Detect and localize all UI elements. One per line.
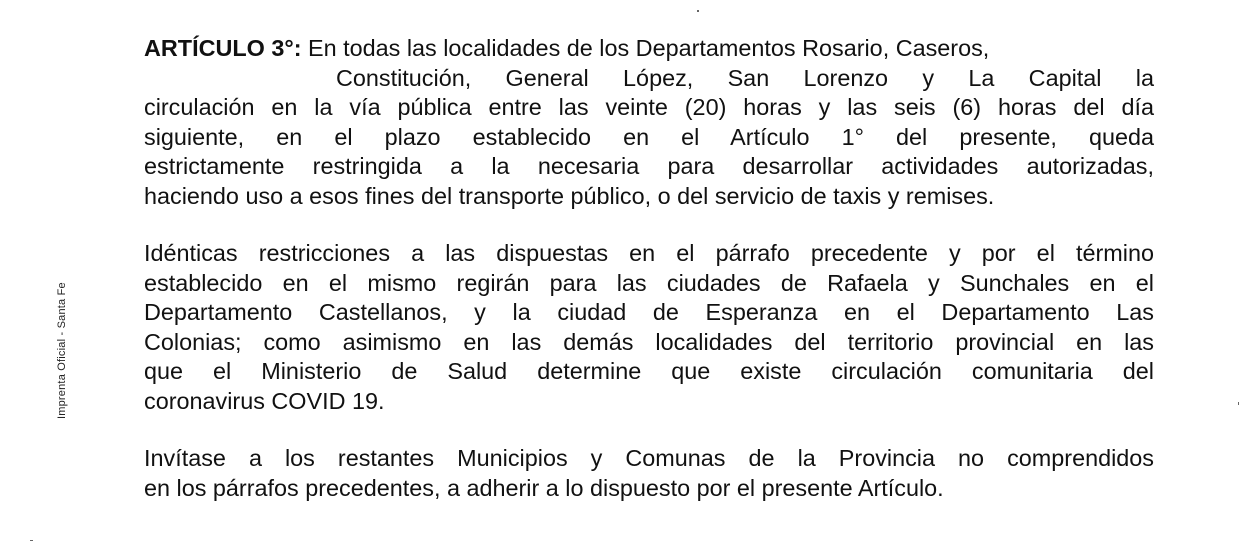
paragraph-line: Departamento Castellanos, y la ciudad de Esperanza en el Departamento Las [144,299,1154,325]
paragraph-first-line: En todas las localidades de los Departamentos Rosario, Caseros, [308,35,990,61]
paragraph-line: coronavirus COVID 19. [144,387,385,414]
paragraph-line: Invítase a los restantes Municipios y Comunas de la Provincia no comprendidos [144,445,1154,471]
paragraph-line: que el Ministerio de Salud determine que existe circulación comunitaria del [144,358,1154,384]
paragraph-1 [144,34,1154,211]
paragraph-line: Idénticas restricciones a las dispuestas en el párrafo precedente y por el término [144,240,1154,266]
paragraph-line: establecido en el mismo regirán para las ciudades de Rafaela y Sunchales en el [144,269,1154,296]
scan-speck [697,10,699,12]
article-label: ARTÍCULO 3°: [144,35,302,61]
scan-speck [30,540,33,541]
article-heading-line [144,34,1154,64]
article-body [144,34,1154,503]
paragraph-2 [144,239,1154,416]
paragraph-line: haciendo uso a esos fines del transporte público, o del servicio de taxis y remises. [144,182,995,209]
paragraph-3 [144,444,1154,503]
scan-speck [1238,402,1239,405]
paragraph-line: Colonias; como asimismo en las demás localidades del territorio provincial en las [144,328,1154,355]
paragraph-line: estrictamente restringida a la necesaria para desarrollar actividades autorizadas, [144,153,1154,179]
side-imprint-text: Imprenta Oficial - Santa Fe [56,282,68,419]
paragraph-line: circulación en la vía pública entre las veinte (20) horas y las seis (6) horas del día [144,94,1154,120]
paragraph-line: en los párrafos precedentes, a adherir a lo dispuesto por el presente Artículo. [144,474,944,501]
paragraph-line: siguiente, en el plazo establecido en el Artículo 1° del presente, queda [144,123,1154,150]
paragraph-line: Constitución, General López, San Lorenzo y La Capital la [336,64,1154,91]
